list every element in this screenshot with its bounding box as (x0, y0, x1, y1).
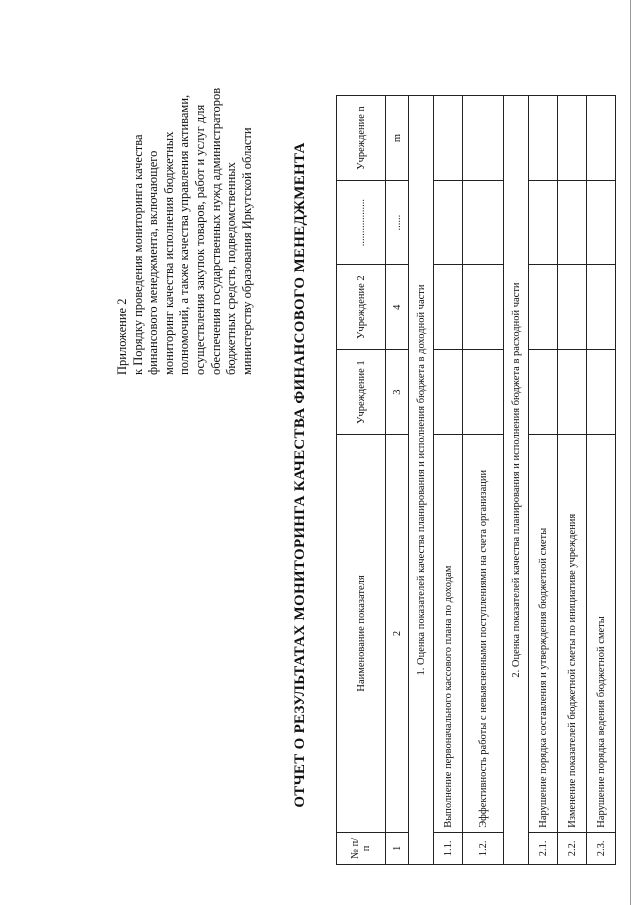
page-edge-line (630, 0, 631, 905)
header-inst1: Учреждение 1 (337, 350, 386, 435)
index-cell: ...... (386, 181, 409, 265)
report-table (336, 95, 616, 865)
value-cell (558, 350, 587, 435)
row-name: Эффективность работы с невыясненными поступлениями на счета организации (463, 435, 504, 833)
row-name: Изменение показателей бюджетной сметы по инициативе учреждения (558, 435, 587, 833)
row-name: Выполнение первоначального кассового плана по доходам (434, 435, 463, 833)
row-name: Нарушение порядка ведения бюджетной сметы (587, 435, 616, 833)
row-num: 2.3. (587, 832, 616, 864)
value-cell (434, 350, 463, 435)
value-cell (434, 265, 463, 350)
appendix-line: министерству образования Иркутской области (239, 127, 254, 375)
table-row (434, 96, 463, 865)
value-cell (558, 96, 587, 181)
table-row (463, 96, 504, 865)
row-name: Нарушение порядка составления и утверждения бюджетной сметы (529, 435, 558, 833)
value-cell (558, 181, 587, 265)
value-cell (463, 350, 504, 435)
row-num: 1.2. (463, 832, 504, 864)
appendix-line: Приложение 2 (115, 298, 129, 375)
index-cell: 2 (386, 435, 409, 833)
index-cell: m (386, 96, 409, 181)
appendix-line: бюджетных средств, подведомственных (224, 162, 239, 375)
appendix-line: мониторинг качества исполнения бюджетных (161, 131, 176, 375)
header-dots: .................. (337, 181, 386, 265)
table-row (587, 96, 616, 865)
appendix-line: осуществления закупок товаров, работ и услуг для (192, 104, 207, 375)
appendix-note (115, 45, 255, 375)
appendix-line: обеспечения государственных нужд администраторов (208, 87, 223, 375)
header-inst2: Учреждение 2 (337, 265, 386, 350)
value-cell (529, 265, 558, 350)
value-cell (463, 265, 504, 350)
value-cell (587, 350, 616, 435)
index-cell: 4 (386, 265, 409, 350)
appendix-line: полномочий, а также качества управления активами, (177, 94, 192, 375)
index-row (386, 96, 409, 865)
table-row (529, 96, 558, 865)
header-instn: Учреждение n (337, 96, 386, 181)
value-cell (558, 265, 587, 350)
value-cell (463, 181, 504, 265)
header-name: Наименование показателя (337, 435, 386, 833)
appendix-line: к Порядку проведения мониторинга качества (130, 134, 145, 375)
value-cell (587, 265, 616, 350)
row-num: 2.1. (529, 832, 558, 864)
value-cell (434, 181, 463, 265)
row-num: 2.2. (558, 832, 587, 864)
section-1-title: 1. Оценка показателей качества планирования и исполнения бюджета в доходной части (409, 96, 434, 865)
value-cell (529, 96, 558, 181)
value-cell (529, 350, 558, 435)
section-row (409, 96, 434, 865)
value-cell (463, 96, 504, 181)
value-cell (587, 96, 616, 181)
row-num: 1.1. (434, 832, 463, 864)
value-cell (529, 181, 558, 265)
value-cell (587, 181, 616, 265)
index-cell: 3 (386, 350, 409, 435)
section-row (504, 96, 529, 865)
section-2-title: 2. Оценка показателей качества планирования и исполнения бюджета в расходной части (504, 96, 529, 865)
header-num: № п/п (337, 832, 386, 864)
report-title: ОТЧЕТ О РЕЗУЛЬТАТАХ МОНИТОРИНГА КАЧЕСТВА ФИНАНСОВОГО МЕНЕДЖМЕНТА (292, 142, 308, 808)
value-cell (434, 96, 463, 181)
index-cell: 1 (386, 832, 409, 864)
table-row (558, 96, 587, 865)
table-header-row (337, 96, 386, 865)
appendix-line: финансового менеджмента, включающего (146, 150, 161, 375)
